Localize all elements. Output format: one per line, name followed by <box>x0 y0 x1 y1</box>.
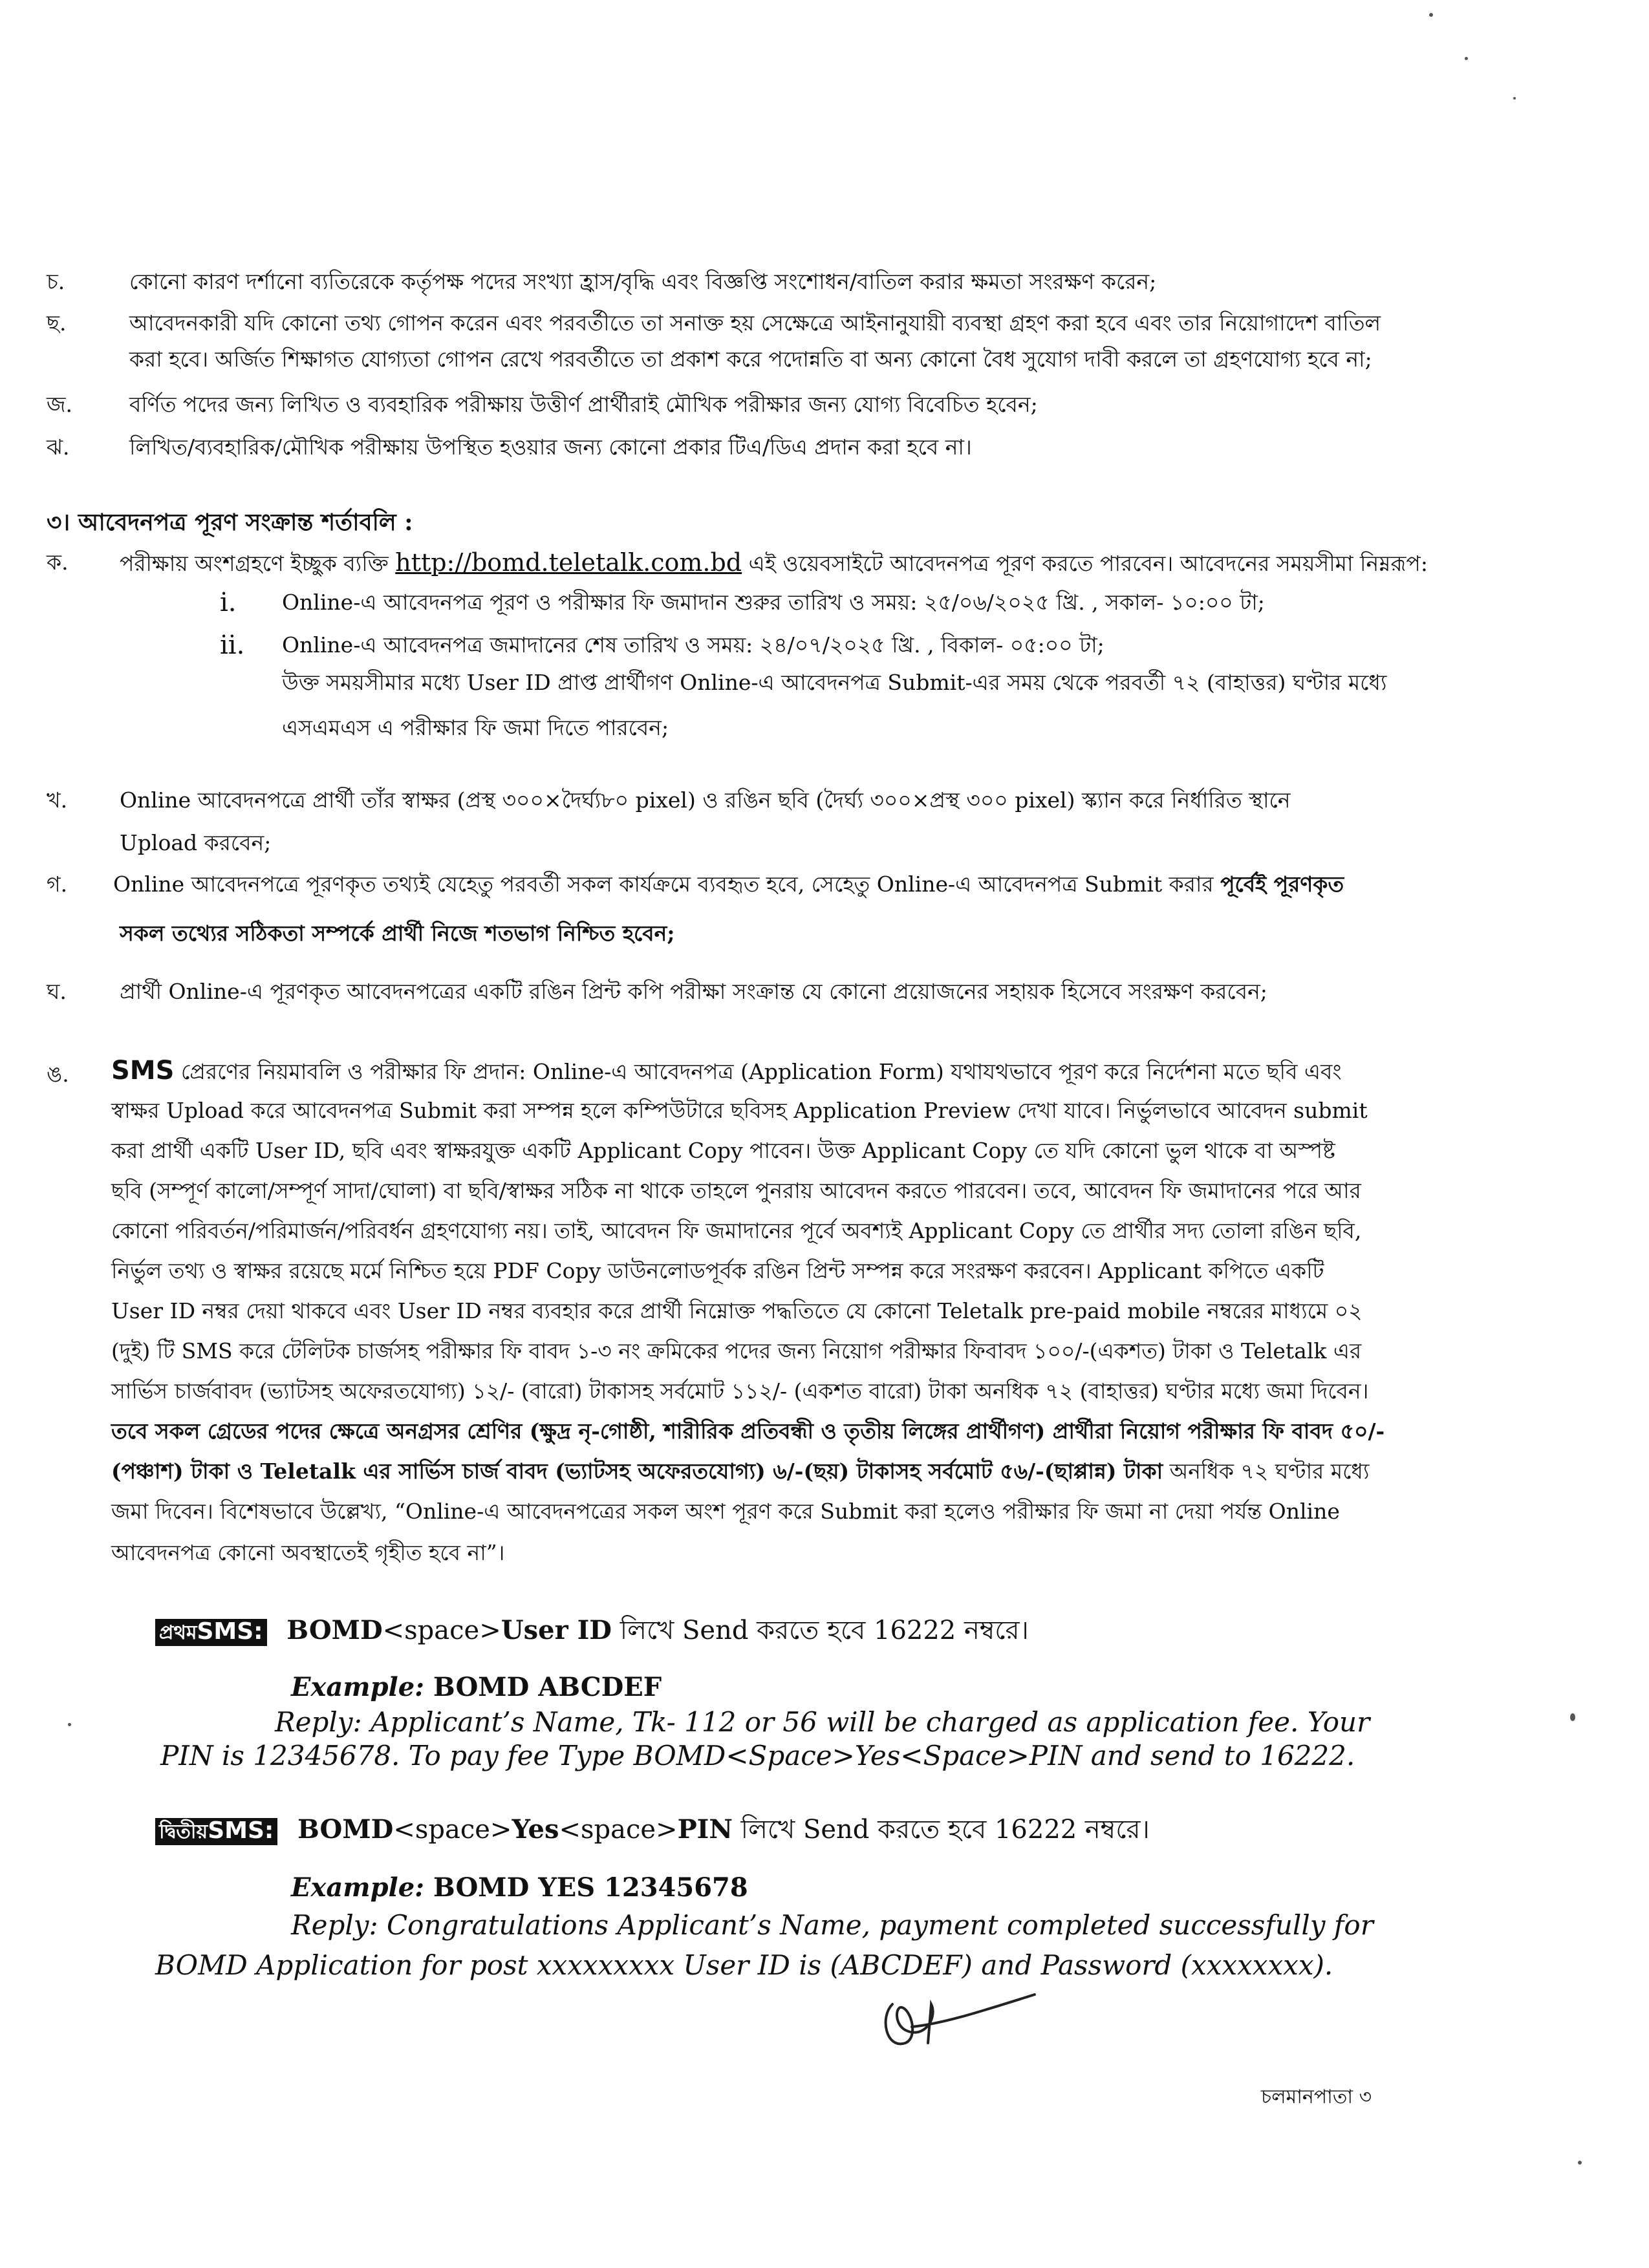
paragraph-line <box>111 1457 1369 1486</box>
sms-command: PIN <box>677 1814 733 1845</box>
roman-label: ii. <box>220 630 245 660</box>
section-heading: ৩। আবেদনপত্র পূরণ সংক্রান্ত শর্তাবলি : <box>47 509 413 536</box>
clause-text-bold: সকল তথ্যের সঠিকতা সম্পর্কে প্রার্থী নিজে শতভাগ নিশ্চিত হবেন; <box>120 921 675 946</box>
sms-tag <box>155 1619 267 1646</box>
sms-reply-1: PIN is 12345678. To pay fee Type BOMD<Space>Yes<Space>PIN and send to 16222. <box>160 1740 1355 1771</box>
clause-text: প্রার্থী Online-এ পূরণকৃত আবেদনপত্রের একটি রঙিন প্রিন্ট কপি পরীক্ষা সংক্রান্ত যে কোনো প্রয়োজনের সহায়ক হিসেবে সংরক্ষণ করবেন; <box>120 979 1267 1004</box>
clause-text <box>120 548 1428 578</box>
note-text: উক্ত সময়সীমার মধ্যে User ID প্রাপ্ত প্রার্থীগণ Online-এ আবেদনপত্র Submit-এর সময় থেকে পরবর্তী ৭২ (বাহাত্তর) ঘণ্টার মধ্যে <box>282 670 1387 695</box>
paragraph-line: সার্ভিস চার্জবাবদ (ভ্যাটসহ অফেরতযোগ্য) ১২/- (বারো) টাকাসহ সর্বমোট ১১২/- (একশত বারো) টাকা অনধিক ৭২ (বাহাত্তর) ঘণ্টার মধ্যে জমা দিবেন। <box>111 1378 1369 1404</box>
clause-text-part: এই ওয়েবসাইটে আবেদনপত্র পূরণ করতে পারবেন। আবেদনের সময়সীমা নিম্নরূপ: <box>748 551 1428 576</box>
sms-command: <space> <box>393 1815 512 1845</box>
sms-tag-small: প্রথম <box>159 1621 197 1644</box>
clause-text: Online আবেদনপত্রে প্রার্থী তাঁর স্বাক্ষর (প্রস্থ ৩০০×দৈর্ঘ্য৮০ pixel) ও রঙিন ছবি (দৈর্ঘ্য ৩০০×প্রস্থ ৩০০ pixel) স্ক্যান করে নির্ধারিত স্থানে <box>120 787 1291 813</box>
clause-text-bold: পূর্বেই পূরণকৃত <box>1220 872 1344 897</box>
paragraph-line: আবেদনপত্র কোনো অবস্থাতেই গৃহীত হবে না”। <box>111 1540 505 1565</box>
note-text: এসএমএস এ পরীক্ষার ফি জমা দিতে পারবেন; <box>282 715 669 740</box>
clause-text-part: প্রেরণের নিয়মাবলি ও পরীক্ষার ফি প্রদান: Online-এ আবেদনপত্র (Application Form) যথাযথভাবে পূরণ করে নির্দেশনা মতে ছবি এবং <box>180 1059 1342 1084</box>
sms-reply-1: Reply: Applicant’s Name, Tk- 112 or 56 will be charged as application fee. Your <box>275 1706 1370 1738</box>
sms-example-1 <box>291 1673 662 1702</box>
paragraph-line: ছবি (সম্পূর্ণ কালো/সম্পূর্ণ সাদা/ঘোলা) বা ছবি/স্বাক্ষর সঠিক না থাকে তাহলে পুনরায় আবেদন করতে পারবেন। তবে, আবেদন ফি জমাদানের পরে আর <box>111 1178 1361 1203</box>
paragraph-bold-part: (পঞ্চাশ) টাকা ও Teletalk এর সার্ভিস চার্জ বাবদ (ভ্যাটসহ অফেরতযোগ্য) ৬/-(ছয়) টাকাসহ সর্বমোট ৫৬/-(ছাপ্পান্ন) টাকা <box>111 1459 1163 1484</box>
sms-command: <space> <box>382 1616 501 1645</box>
paragraph-tail: অনধিক ৭২ ঘণ্টার মধ্যে <box>1169 1459 1370 1484</box>
continued-page-note: চলমানপাতা ৩ <box>1261 2086 1372 2108</box>
clause-label: ক. <box>47 550 69 575</box>
example-label: Example: <box>291 1872 424 1903</box>
paragraph-line: নির্ভুল তথ্য ও স্বাক্ষর রয়েছে মর্মে নিশ্চিত হয়ে PDF Copy ডাউনলোডপূর্বক রঙিন প্রিন্ট সম্পন্ন করে সংরক্ষণ করবেন। Applicant কপিতে একটি <box>111 1258 1324 1283</box>
example-value: BOMD YES 12345678 <box>433 1872 748 1903</box>
paragraph-line: করা প্রার্থী একটি User ID, ছবি এবং স্বাক্ষরযুক্ত একটি Applicant Copy পাবেন। উক্ত Applicant Copy তে যদি কোনো ভুল থাকে বা অস্পষ্ট <box>111 1138 1335 1163</box>
roman-label: i. <box>220 588 237 617</box>
clause-text: আবেদনকারী যদি কোনো তথ্য গোপন করেন এবং পরবর্তীতে তা সনাক্ত হয় সেক্ষেত্রে আইনানুযায়ী ব্যবস্থা গ্রহণ করা হবে এবং তার নিয়োগাদেশ বাতিল <box>129 310 1381 336</box>
sms-command: <space> <box>559 1815 678 1845</box>
sms-tag-big: SMS: <box>208 1817 274 1844</box>
paragraph-line: কোনো পরিবর্তন/পরিমার্জন/পরিবর্ধন গ্রহণযোগ্য নয়। তাই, আবেদন ফি জমাদানের পূর্বে অবশ্যই Applicant Copy তে প্রার্থীর সদ্য তোলা রঙিন ছবি, <box>111 1218 1362 1243</box>
sms-tag <box>155 1818 277 1845</box>
clause-text: করা হবে। অর্জিত শিক্ষাগত যোগ্যতা গোপন রেখে পরবর্তীতে তা প্রকাশ করে পদোন্নতি বা অন্য কোনো বৈধ সুযোগ দাবী করলে তা গ্রহণযোগ্য হবে না; <box>129 347 1372 372</box>
website-link[interactable]: http://bomd.teletalk.com.bd <box>395 548 742 577</box>
clause-label: চ. <box>47 269 65 294</box>
scan-speck <box>1429 13 1433 17</box>
paragraph-line: স্বাক্ষর Upload করে আবেদনপত্র Submit করা সম্পন্ন হলে কম্পিউটারে ছবিসহ Application Preview দেখা যাবে। নির্ভুলভাবে আবেদন submit <box>111 1098 1368 1123</box>
sms-instruction-1 <box>155 1616 1029 1646</box>
list-item: Online-এ আবেদনপত্র জমাদানের শেষ তারিখ ও সময়: ২৪/০৭/২০২৫ খ্রি. , বিকাল- ০৫:০০ টা; <box>282 632 1105 658</box>
sms-command: BOMD <box>297 1814 394 1845</box>
clause-text: Upload করবেন; <box>120 830 272 855</box>
clause-label: ঙ. <box>47 1062 69 1087</box>
example-value: BOMD ABCDEF <box>433 1672 662 1702</box>
clause-label: জ. <box>47 392 73 417</box>
sms-example-2 <box>291 1874 748 1902</box>
sms-tag-small: দ্বিতীয় <box>159 1821 208 1843</box>
sms-word: SMS <box>111 1056 175 1086</box>
clause-label: গ. <box>47 872 68 897</box>
scan-speck <box>1570 1713 1575 1721</box>
sms-command: Yes <box>512 1814 559 1845</box>
sms-tail: লিখে Send করতে হবে 16222 নম্বরে। <box>740 1815 1150 1845</box>
list-item: Online-এ আবেদনপত্র পূরণ ও পরীক্ষার ফি জমাদান শুরুর তারিখ ও সময়: ২৫/০৬/২০২৫ খ্রি. , সকাল- ১০:০০ টা; <box>282 590 1265 615</box>
clause-text: বর্ণিত পদের জন্য লিখিত ও ব্যবহারিক পরীক্ষায় উত্তীর্ণ প্রার্থীরাই মৌখিক পরীক্ষার জন্য যোগ্য বিবেচিত হবেন; <box>129 392 1038 417</box>
paragraph-line: জমা দিবেন। বিশেষভাবে উল্লেখ্য, “Online-এ আবেদনপত্রের সকল অংশ পূরণ করে Submit করা হলেও পরীক্ষার ফি জমা না দেয়া পর্যন্ত Online <box>111 1499 1340 1524</box>
sms-command: User ID <box>501 1615 612 1645</box>
scan-speck <box>1578 2161 1582 2165</box>
sms-reply-2: Reply: Congratulations Applicant’s Name, payment completed successfully for <box>291 1909 1374 1941</box>
sms-instruction-2 <box>155 1815 1150 1845</box>
paragraph-line-bold: তবে সকল গ্রেডের পদের ক্ষেত্রে অনগ্রসর শ্রেণির (ক্ষুদ্র নৃ-গোষ্ঠী, শারীরিক প্রতিবন্ধী ও তৃতীয় লিঙ্গের প্রার্থীগণ) প্রার্থীরা নিয়োগ পরীক্ষার ফি বাবদ ৫০/- <box>111 1418 1385 1444</box>
sms-command: BOMD <box>286 1615 383 1645</box>
scan-speck <box>1465 57 1468 60</box>
sms-tail: লিখে Send করতে হবে 16222 নম্বরে। <box>620 1616 1029 1645</box>
paragraph-line: User ID নম্বর দেয়া থাকবে এবং User ID নম্বর ব্যবহার করে প্রার্থী নিম্নোক্ত পদ্ধতিতে যে কোনো Teletalk pre-paid mobile নম্বরের মাধ্যমে ০২ <box>111 1298 1363 1323</box>
clause-text: কোনো কারণ দর্শানো ব্যতিরেকে কর্তৃপক্ষ পদের সংখ্যা হ্রাস/বৃদ্ধি এবং বিজ্ঞপ্তি সংশোধন/বাতিল করার ক্ষমতা সংরক্ষণ করেন; <box>129 269 1157 294</box>
clause-text-part: পরীক্ষায় অংশগ্রহণে ইচ্ছুক ব্যক্তি <box>120 551 389 576</box>
example-label: Example: <box>291 1672 424 1702</box>
clause-label: ছ. <box>47 310 67 336</box>
signature-stroke <box>886 1995 1035 2044</box>
clause-text <box>113 870 1344 899</box>
clause-label: ঘ. <box>47 979 67 1004</box>
clause-label: খ. <box>47 787 68 813</box>
sms-tag-big: SMS: <box>197 1618 263 1645</box>
scan-speck <box>68 1723 71 1726</box>
clause-label: ঝ. <box>47 434 70 460</box>
clause-text <box>111 1056 1342 1086</box>
sms-reply-2: BOMD Application for post xxxxxxxxx User ID is (ABCDEF) and Password (xxxxxxxx). <box>155 1949 1333 1981</box>
signature <box>867 1978 1061 2062</box>
clause-text: লিখিত/ব্যবহারিক/মৌখিক পরীক্ষায় উপস্থিত হওয়ার জন্য কোনো প্রকার টিএ/ডিএ প্রদান করা হবে না। <box>129 434 972 460</box>
clause-text-part: Online আবেদনপত্রে পূরণকৃত তথ্যই যেহেতু পরবর্তী সকল কার্যক্রমে ব্যবহৃত হবে, সেহেতু Online-এ আবেদনপত্র Submit করার <box>113 872 1214 897</box>
paragraph-line: (দুই) টি SMS করে টেলিটক চার্জসহ পরীক্ষার ফি বাবদ ১-৩ নং ক্রমিকের পদের জন্য নিয়োগ পরীক্ষার ফিবাবদ ১০০/-(একশত) টাকা ও Teletalk এর <box>111 1338 1362 1364</box>
scan-speck <box>1513 97 1516 100</box>
